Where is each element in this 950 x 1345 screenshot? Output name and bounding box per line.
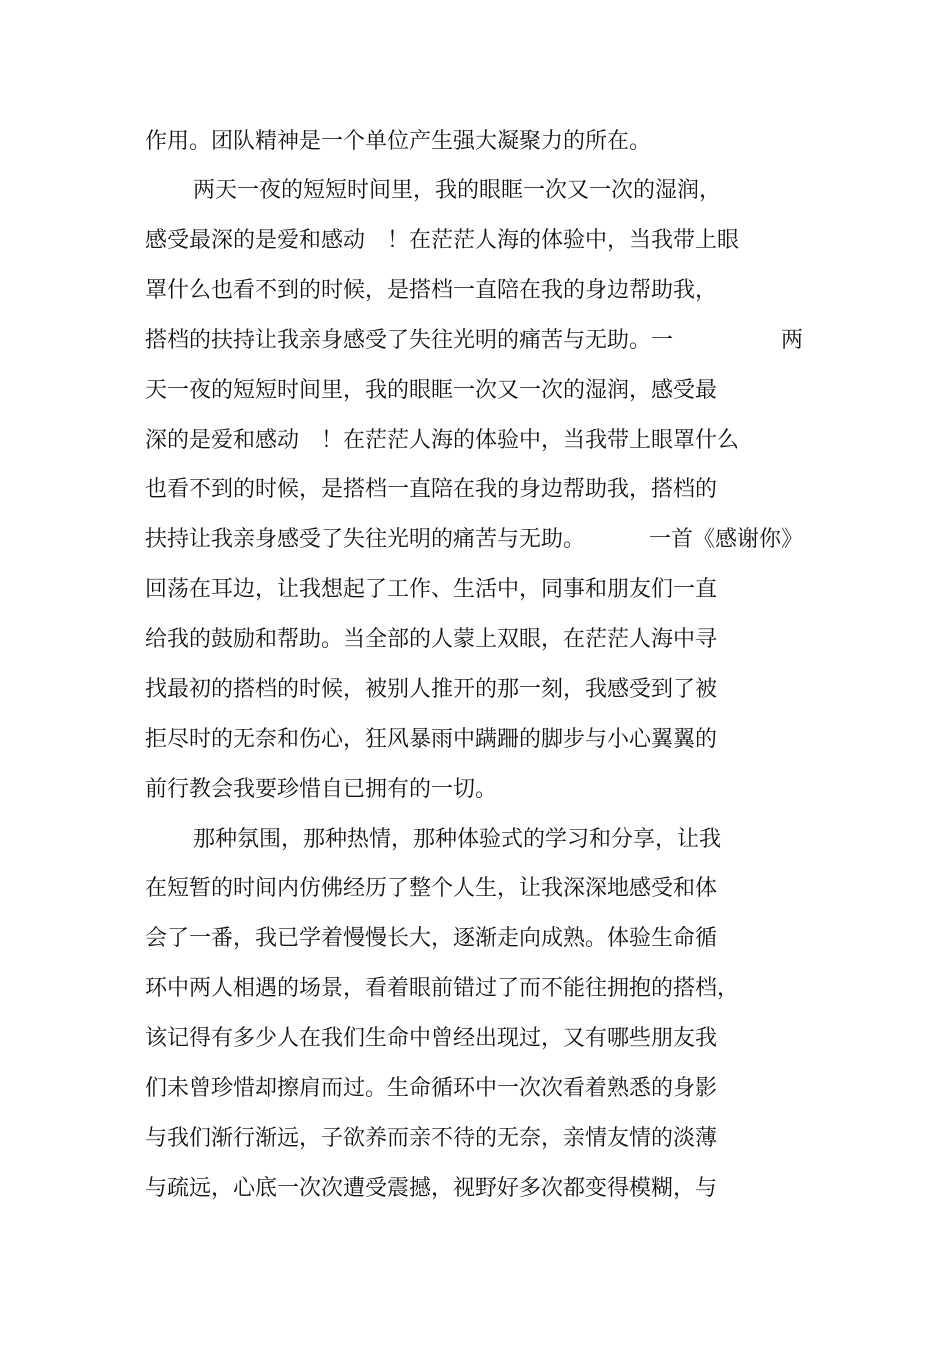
text-line: 两天一夜的短短时间里，我的眼眶一次又一次的湿润，: [193, 178, 722, 203]
text-line: 在短暂的时间内仿佛经历了整个人生，让我深深地感受和体: [145, 876, 718, 901]
text-line: 环中两人相遇的场景，看着眼前错过了而不能往拥抱的搭档，: [145, 976, 740, 1001]
text-segment: 扶持让我亲身感受了失往光明的痛苦与无助。: [145, 527, 586, 552]
text-line: 会了一番，我已学着慢慢长大，逐渐走向成熟。体验生命循: [145, 926, 718, 951]
text-line: 给我的鼓励和帮助。当全部的人蒙上双眼，在茫茫人海中寻: [145, 627, 718, 652]
text-line: 与疏远，心底一次次遭受震撼，视野好多次都变得模糊，与: [145, 1176, 718, 1201]
text-line: 深的是爱和感动 ！在茫茫人海的体验中，当我带上眼罩什么: [145, 428, 740, 453]
text-line: 作用。团队精神是一个单位产生强大凝聚力的所在。: [145, 129, 652, 154]
text-line: 罩什么也看不到的时候，是搭档一直陪在我的身边帮助我，: [145, 278, 718, 303]
text-line: 拒尽时的无奈和伤心，狂风暴雨中蹒跚的脚步与小心翼翼的: [145, 727, 718, 752]
text-line: 天一夜的短短时间里，我的眼眶一次又一次的湿润，感受最: [145, 378, 718, 403]
text-line: 那种氛围，那种热情，那种体验式的学习和分享，让我: [193, 827, 722, 852]
text-line: 该记得有多少人在我们生命中曾经出现过，又有哪些朋友我: [145, 1026, 718, 1051]
text-line: 找最初的搭档的时候，被别人推开的那一刻，我感受到了被: [145, 677, 718, 702]
text-line: 回荡在耳边，让我想起了工作、生活中，同事和朋友们一直: [145, 577, 718, 602]
text-segment: 两: [781, 328, 804, 353]
text-segment: 搭档的扶持让我亲身感受了失往光明的痛苦与无助。一: [145, 328, 674, 353]
text-line: 与我们渐行渐远，子欲养而亲不待的无奈，亲情友情的淡薄: [145, 1126, 718, 1151]
text-line: 们未曾珍惜却擦肩而过。生命循环中一次次看着熟悉的身影: [145, 1076, 718, 1101]
text-line: 感受最深的是爱和感动 ！在茫茫人海的体验中，当我带上眼: [145, 228, 740, 253]
text-line: 也看不到的时候，是搭档一直陪在我的身边帮助我，搭档的: [145, 477, 718, 502]
text-segment: 一首《感谢你》: [649, 527, 804, 552]
text-line: 前行教会我要珍惜自已拥有的一切。: [145, 777, 498, 802]
